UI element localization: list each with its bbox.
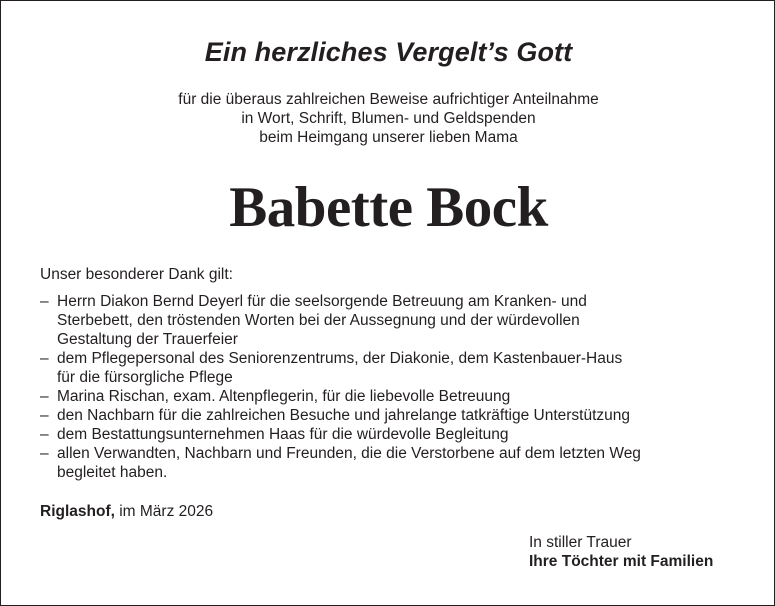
thanks-item-line: Marina Rischan, exam. Altenpflegerin, für die liebevolle Betreuung (57, 388, 511, 405)
thanks-item-line: dem Bestattungsunternehmen Haas für die würdevolle Begleitung (57, 426, 509, 443)
thanks-item-line: Herrn Diakon Bernd Deyerl für die seelsorgende Betreuung am Kranken- und (57, 293, 587, 310)
dash-bullet: – (40, 350, 49, 367)
thanks-item-line: Gestaltung der Trauerfeier (57, 331, 238, 348)
dash-bullet: – (40, 426, 49, 443)
signature-block (529, 533, 713, 571)
deceased-name: Babette Bock (229, 176, 548, 239)
thanks-heading: Unser besonderer Dank gilt: (40, 266, 233, 283)
intro-line: für die überaus zahlreichen Beweise aufrichtiger Anteilnahme (178, 91, 599, 108)
intro-line: beim Heimgang unserer lieben Mama (259, 129, 518, 146)
thanks-item-line: dem Pflegepersonal des Seniorenzentrums, der Diakonie, dem Kastenbauer-Haus (57, 350, 623, 367)
dash-bullet: – (40, 293, 49, 310)
intro-line: in Wort, Schrift, Blumen- und Geldspenden (241, 110, 536, 127)
thanks-item (40, 349, 740, 387)
thanks-item (40, 444, 740, 482)
thanks-item (40, 292, 740, 349)
thanks-item-line: für die fürsorgliche Pflege (57, 369, 233, 386)
intro-text (1, 90, 775, 147)
dash-bullet: – (40, 445, 49, 462)
mourning-line: In stiller Trauer (529, 534, 632, 551)
dash-bullet: – (40, 407, 49, 424)
thanks-item (40, 406, 740, 425)
thanks-list (40, 292, 740, 482)
family-line: Ihre Töchter mit Familien (529, 553, 714, 570)
headline: Ein herzliches Vergelt’s Gott (204, 37, 573, 67)
place-date-line (40, 502, 213, 521)
thanks-item (40, 425, 740, 444)
thanks-item-line: allen Verwandten, Nachbarn und Freunden, die die Verstorbene auf dem letzten Weg (57, 445, 641, 462)
thanks-item-line: begleitet haben. (57, 464, 168, 481)
thanks-item-line: den Nachbarn für die zahlreichen Besuche und jahrelange tatkräftige Unterstützung (57, 407, 631, 424)
date: im März 2026 (119, 503, 214, 520)
place: Riglashof, (40, 503, 115, 520)
dash-bullet: – (40, 388, 49, 405)
thanks-item-line: Sterbebett, den tröstenden Worten bei der Aussegnung und der würdevollen (57, 312, 580, 329)
thanks-item (40, 387, 740, 406)
